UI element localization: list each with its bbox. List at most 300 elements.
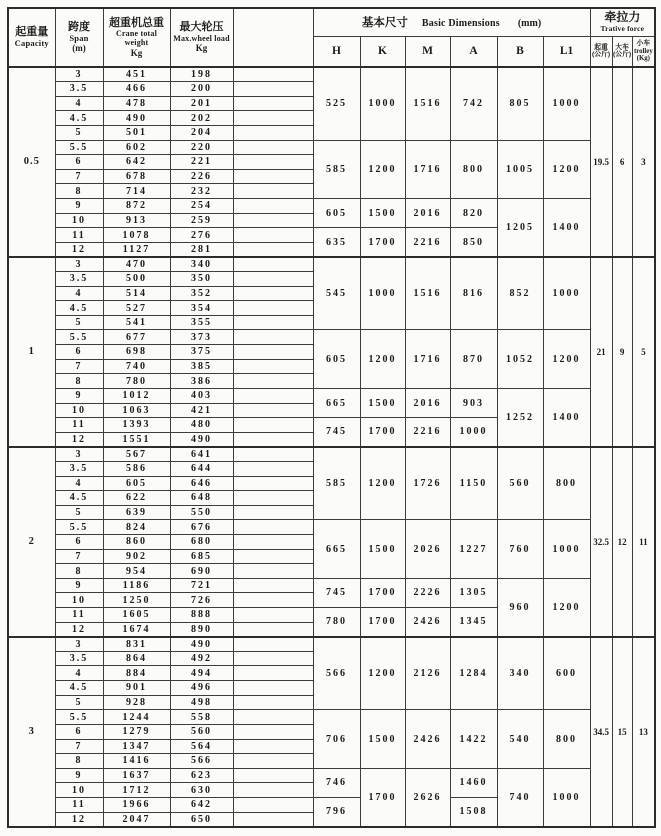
weight-cell: 514 bbox=[103, 286, 170, 301]
load-cell: 201 bbox=[170, 96, 233, 111]
dim-m-cell: 2216 bbox=[405, 418, 450, 447]
weight-cell: 1250 bbox=[103, 593, 170, 608]
dim-h-cell: 665 bbox=[313, 388, 360, 417]
weight-cell: 780 bbox=[103, 374, 170, 389]
load-cell: 648 bbox=[170, 491, 233, 506]
load-cell: 198 bbox=[170, 67, 233, 82]
load-cell: 350 bbox=[170, 272, 233, 287]
total-weight-header-en: Crane total weight bbox=[115, 29, 158, 48]
blank-cell bbox=[233, 491, 313, 506]
dim-col-b: B bbox=[497, 36, 543, 67]
load-cell: 259 bbox=[170, 213, 233, 228]
span-cell: 3.5 bbox=[55, 461, 103, 476]
blank-cell bbox=[233, 257, 313, 272]
blank-cell bbox=[233, 783, 313, 798]
dim-b-cell: 1005 bbox=[497, 140, 543, 198]
blank-cell bbox=[233, 681, 313, 696]
span-cell: 12 bbox=[55, 242, 103, 257]
span-cell: 12 bbox=[55, 432, 103, 447]
dim-h-cell: 585 bbox=[313, 140, 360, 198]
load-cell: 352 bbox=[170, 286, 233, 301]
blank-cell bbox=[233, 666, 313, 681]
load-cell: 676 bbox=[170, 520, 233, 535]
load-cell: 373 bbox=[170, 330, 233, 345]
dim-m-cell: 2426 bbox=[405, 710, 450, 768]
weight-cell: 470 bbox=[103, 257, 170, 272]
dim-k-cell: 1500 bbox=[360, 520, 405, 578]
span-cell: 6 bbox=[55, 345, 103, 360]
blank-cell bbox=[233, 67, 313, 82]
load-cell: 220 bbox=[170, 140, 233, 155]
span-cell: 7 bbox=[55, 359, 103, 374]
blank-cell bbox=[233, 505, 313, 520]
dim-col-k: K bbox=[360, 36, 405, 67]
dim-k-cell: 1700 bbox=[360, 228, 405, 257]
load-cell: 646 bbox=[170, 476, 233, 491]
weight-cell: 451 bbox=[103, 67, 170, 82]
blank-cell bbox=[233, 768, 313, 783]
weight-cell: 824 bbox=[103, 520, 170, 535]
blank-cell bbox=[233, 286, 313, 301]
weight-cell: 605 bbox=[103, 476, 170, 491]
weight-cell: 740 bbox=[103, 359, 170, 374]
weight-cell: 466 bbox=[103, 82, 170, 97]
weight-cell: 864 bbox=[103, 651, 170, 666]
dim-b-cell: 760 bbox=[497, 520, 543, 578]
dim-m-cell: 2226 bbox=[405, 578, 450, 607]
weight-cell: 1674 bbox=[103, 622, 170, 637]
weight-cell: 913 bbox=[103, 213, 170, 228]
blank-cell bbox=[233, 169, 313, 184]
load-cell: 204 bbox=[170, 125, 233, 140]
load-cell: 680 bbox=[170, 535, 233, 550]
blank-column-header bbox=[233, 8, 313, 67]
tractive-hoist-cell: 21 bbox=[590, 257, 612, 447]
dim-k-cell: 1000 bbox=[360, 67, 405, 140]
weight-cell: 1966 bbox=[103, 797, 170, 812]
span-cell: 3 bbox=[55, 67, 103, 82]
load-cell: 566 bbox=[170, 754, 233, 769]
weight-cell: 1186 bbox=[103, 578, 170, 593]
load-cell: 685 bbox=[170, 549, 233, 564]
dim-m-cell: 1716 bbox=[405, 330, 450, 388]
blank-cell bbox=[233, 82, 313, 97]
wheel-load-header-en: Max.wheel load bbox=[173, 33, 230, 43]
dim-k-cell: 1700 bbox=[360, 608, 405, 637]
tractive-trolley-cell: 11 bbox=[632, 447, 655, 637]
blank-cell bbox=[233, 315, 313, 330]
blank-cell bbox=[233, 724, 313, 739]
dim-l1-cell: 1400 bbox=[543, 198, 590, 256]
load-cell: 221 bbox=[170, 155, 233, 170]
span-cell: 7 bbox=[55, 739, 103, 754]
dim-k-cell: 1200 bbox=[360, 330, 405, 388]
dim-l1-cell: 800 bbox=[543, 710, 590, 768]
wheel-load-header-zh: 最大轮压 bbox=[179, 21, 224, 34]
span-cell: 4 bbox=[55, 476, 103, 491]
dimensions-header-en: Basic Dimensions bbox=[421, 18, 500, 30]
weight-cell: 527 bbox=[103, 301, 170, 316]
dim-a-cell: 1000 bbox=[450, 418, 497, 447]
weight-cell: 1551 bbox=[103, 432, 170, 447]
span-cell: 8 bbox=[55, 374, 103, 389]
weight-cell: 567 bbox=[103, 447, 170, 462]
dim-k-cell: 1200 bbox=[360, 140, 405, 198]
weight-cell: 2047 bbox=[103, 812, 170, 827]
dim-h-cell: 745 bbox=[313, 418, 360, 447]
blank-cell bbox=[233, 637, 313, 652]
dim-k-cell: 1700 bbox=[360, 418, 405, 447]
span-cell: 9 bbox=[55, 198, 103, 213]
dim-b-cell: 740 bbox=[497, 768, 543, 827]
spec-row bbox=[8, 447, 655, 462]
dim-k-cell: 1500 bbox=[360, 388, 405, 417]
span-cell: 4 bbox=[55, 96, 103, 111]
weight-cell: 586 bbox=[103, 461, 170, 476]
spec-row bbox=[8, 198, 655, 213]
blank-cell bbox=[233, 549, 313, 564]
span-cell: 11 bbox=[55, 228, 103, 243]
weight-cell: 902 bbox=[103, 549, 170, 564]
dim-m-cell: 2216 bbox=[405, 228, 450, 257]
weight-cell: 860 bbox=[103, 535, 170, 550]
span-cell: 10 bbox=[55, 783, 103, 798]
span-cell: 3.5 bbox=[55, 272, 103, 287]
col-header-total-weight bbox=[103, 8, 170, 67]
span-cell: 8 bbox=[55, 754, 103, 769]
weight-cell: 1393 bbox=[103, 418, 170, 433]
weight-cell: 901 bbox=[103, 681, 170, 696]
blank-cell bbox=[233, 242, 313, 257]
span-cell: 4.5 bbox=[55, 491, 103, 506]
dim-a-cell: 816 bbox=[450, 257, 497, 330]
dim-m-cell: 2126 bbox=[405, 637, 450, 710]
dim-l1-cell: 1000 bbox=[543, 520, 590, 578]
span-cell: 3 bbox=[55, 447, 103, 462]
blank-cell bbox=[233, 535, 313, 550]
span-cell: 4.5 bbox=[55, 681, 103, 696]
blank-cell bbox=[233, 739, 313, 754]
dim-a-cell: 820 bbox=[450, 198, 497, 227]
dim-h-cell: 635 bbox=[313, 228, 360, 257]
weight-cell: 928 bbox=[103, 695, 170, 710]
dim-l1-cell: 1400 bbox=[543, 388, 590, 446]
span-cell: 3.5 bbox=[55, 651, 103, 666]
tractive-bridge-cell: 6 bbox=[612, 67, 632, 257]
spec-row bbox=[8, 330, 655, 345]
load-cell: 890 bbox=[170, 622, 233, 637]
dim-a-cell: 742 bbox=[450, 67, 497, 140]
span-cell: 4.5 bbox=[55, 111, 103, 126]
dim-h-cell: 746 bbox=[313, 768, 360, 797]
blank-cell bbox=[233, 301, 313, 316]
spec-row bbox=[8, 67, 655, 82]
tractive-col-hoist: 起重 (公斤) bbox=[590, 36, 612, 67]
weight-cell: 677 bbox=[103, 330, 170, 345]
dim-m-cell: 2426 bbox=[405, 608, 450, 637]
tractive-hoist-cell: 19.5 bbox=[590, 67, 612, 257]
load-cell: 558 bbox=[170, 710, 233, 725]
tractive-col-bridge: 大车 (公斤) bbox=[612, 36, 632, 67]
span-cell: 4.5 bbox=[55, 301, 103, 316]
load-cell: 386 bbox=[170, 374, 233, 389]
load-cell: 226 bbox=[170, 169, 233, 184]
dim-b-cell: 1052 bbox=[497, 330, 543, 388]
blank-cell bbox=[233, 388, 313, 403]
span-cell: 6 bbox=[55, 535, 103, 550]
weight-cell: 541 bbox=[103, 315, 170, 330]
dim-b-cell: 340 bbox=[497, 637, 543, 710]
weight-cell: 1078 bbox=[103, 228, 170, 243]
tractive-hoist-cell: 32.5 bbox=[590, 447, 612, 637]
dim-a-cell: 1422 bbox=[450, 710, 497, 768]
spec-row bbox=[8, 578, 655, 593]
spec-row bbox=[8, 520, 655, 535]
tractive-header-en: Trative force bbox=[600, 23, 645, 33]
blank-cell bbox=[233, 622, 313, 637]
dim-b-cell: 540 bbox=[497, 710, 543, 768]
dim-m-cell: 2016 bbox=[405, 388, 450, 417]
span-cell: 6 bbox=[55, 724, 103, 739]
blank-cell bbox=[233, 461, 313, 476]
dim-a-cell: 1345 bbox=[450, 608, 497, 637]
dim-h-cell: 585 bbox=[313, 447, 360, 520]
blank-cell bbox=[233, 593, 313, 608]
dim-k-cell: 1500 bbox=[360, 198, 405, 227]
dim-a-cell: 1460 bbox=[450, 768, 497, 797]
load-cell: 498 bbox=[170, 695, 233, 710]
span-cell: 11 bbox=[55, 418, 103, 433]
capacity-header-zh: 起重量 bbox=[15, 26, 49, 39]
weight-cell: 1244 bbox=[103, 710, 170, 725]
load-cell: 560 bbox=[170, 724, 233, 739]
weight-cell: 490 bbox=[103, 111, 170, 126]
blank-cell bbox=[233, 330, 313, 345]
dim-b-cell: 805 bbox=[497, 67, 543, 140]
dim-col-h: H bbox=[313, 36, 360, 67]
col-header-dimensions bbox=[313, 8, 590, 36]
span-cell: 9 bbox=[55, 768, 103, 783]
load-cell: 232 bbox=[170, 184, 233, 199]
dim-h-cell: 745 bbox=[313, 578, 360, 607]
blank-cell bbox=[233, 198, 313, 213]
span-cell: 4 bbox=[55, 666, 103, 681]
dim-k-cell: 1500 bbox=[360, 710, 405, 768]
load-cell: 200 bbox=[170, 82, 233, 97]
tractive-trolley-cell: 13 bbox=[632, 637, 655, 827]
load-cell: 355 bbox=[170, 315, 233, 330]
weight-cell: 1279 bbox=[103, 724, 170, 739]
blank-cell bbox=[233, 754, 313, 769]
dim-k-cell: 1700 bbox=[360, 768, 405, 827]
span-cell: 10 bbox=[55, 403, 103, 418]
load-cell: 276 bbox=[170, 228, 233, 243]
span-cell: 8 bbox=[55, 184, 103, 199]
blank-cell bbox=[233, 272, 313, 287]
weight-cell: 1416 bbox=[103, 754, 170, 769]
load-cell: 490 bbox=[170, 637, 233, 652]
spec-row bbox=[8, 388, 655, 403]
span-cell: 8 bbox=[55, 564, 103, 579]
blank-cell bbox=[233, 476, 313, 491]
dim-a-cell: 870 bbox=[450, 330, 497, 388]
blank-cell bbox=[233, 213, 313, 228]
tractive-hoist-cell: 34.5 bbox=[590, 637, 612, 827]
weight-cell: 501 bbox=[103, 125, 170, 140]
spec-table-body bbox=[8, 67, 655, 827]
dim-l1-cell: 1000 bbox=[543, 257, 590, 330]
dim-h-cell: 780 bbox=[313, 608, 360, 637]
capacity-cell: 1 bbox=[8, 257, 55, 447]
dim-a-cell: 1284 bbox=[450, 637, 497, 710]
weight-cell: 1347 bbox=[103, 739, 170, 754]
load-cell: 340 bbox=[170, 257, 233, 272]
dim-h-cell: 545 bbox=[313, 257, 360, 330]
span-cell: 12 bbox=[55, 622, 103, 637]
weight-cell: 1712 bbox=[103, 783, 170, 798]
capacity-cell: 3 bbox=[8, 637, 55, 827]
capacity-header-en: Capacity bbox=[14, 37, 49, 48]
total-weight-header-zh: 超重机总重 bbox=[109, 16, 164, 29]
dim-k-cell: 1200 bbox=[360, 637, 405, 710]
load-cell: 490 bbox=[170, 432, 233, 447]
span-cell: 7 bbox=[55, 169, 103, 184]
load-cell: 421 bbox=[170, 403, 233, 418]
dim-h-cell: 665 bbox=[313, 520, 360, 578]
load-cell: 354 bbox=[170, 301, 233, 316]
load-cell: 888 bbox=[170, 608, 233, 623]
spec-row bbox=[8, 768, 655, 783]
load-cell: 496 bbox=[170, 681, 233, 696]
load-cell: 385 bbox=[170, 359, 233, 374]
blank-cell bbox=[233, 578, 313, 593]
blank-cell bbox=[233, 140, 313, 155]
dim-l1-cell: 600 bbox=[543, 637, 590, 710]
span-cell: 4 bbox=[55, 286, 103, 301]
weight-cell: 714 bbox=[103, 184, 170, 199]
load-cell: 281 bbox=[170, 242, 233, 257]
dim-a-cell: 1508 bbox=[450, 797, 497, 827]
load-cell: 690 bbox=[170, 564, 233, 579]
span-cell: 5.5 bbox=[55, 710, 103, 725]
load-cell: 650 bbox=[170, 812, 233, 827]
dim-b-cell: 1252 bbox=[497, 388, 543, 446]
weight-cell: 954 bbox=[103, 564, 170, 579]
dim-a-cell: 1305 bbox=[450, 578, 497, 607]
tractive-bridge-cell: 12 bbox=[612, 447, 632, 637]
dim-b-cell: 560 bbox=[497, 447, 543, 520]
dim-h-cell: 566 bbox=[313, 637, 360, 710]
dim-l1-cell: 1000 bbox=[543, 768, 590, 827]
total-weight-header-unit: Kg bbox=[130, 47, 143, 58]
weight-cell: 1637 bbox=[103, 768, 170, 783]
span-cell: 10 bbox=[55, 593, 103, 608]
dim-k-cell: 1200 bbox=[360, 447, 405, 520]
blank-cell bbox=[233, 403, 313, 418]
load-cell: 642 bbox=[170, 797, 233, 812]
span-cell: 6 bbox=[55, 155, 103, 170]
span-header-zh: 跨度 bbox=[68, 20, 90, 33]
dim-m-cell: 2626 bbox=[405, 768, 450, 827]
col-header-span bbox=[55, 8, 103, 67]
blank-cell bbox=[233, 651, 313, 666]
span-cell: 11 bbox=[55, 797, 103, 812]
spec-row bbox=[8, 140, 655, 155]
tractive-bridge-cell: 15 bbox=[612, 637, 632, 827]
weight-cell: 678 bbox=[103, 169, 170, 184]
span-cell: 12 bbox=[55, 812, 103, 827]
dim-m-cell: 1716 bbox=[405, 140, 450, 198]
capacity-cell: 0.5 bbox=[8, 67, 55, 257]
capacity-cell: 2 bbox=[8, 447, 55, 637]
blank-cell bbox=[233, 432, 313, 447]
weight-cell: 884 bbox=[103, 666, 170, 681]
dimensions-header-zh: 基本尺寸 bbox=[361, 17, 408, 30]
wheel-load-header-unit: Kg bbox=[195, 43, 208, 54]
weight-cell: 622 bbox=[103, 491, 170, 506]
dim-a-cell: 1227 bbox=[450, 520, 497, 578]
dim-l1-cell: 800 bbox=[543, 447, 590, 520]
weight-cell: 602 bbox=[103, 140, 170, 155]
load-cell: 492 bbox=[170, 651, 233, 666]
load-cell: 494 bbox=[170, 666, 233, 681]
load-cell: 254 bbox=[170, 198, 233, 213]
tractive-col-trolley: 小车 trolley (Kg) bbox=[632, 36, 655, 67]
blank-cell bbox=[233, 359, 313, 374]
dim-m-cell: 2016 bbox=[405, 198, 450, 227]
dim-b-cell: 1205 bbox=[497, 198, 543, 256]
crane-spec-table bbox=[7, 7, 656, 828]
dim-col-a: A bbox=[450, 36, 497, 67]
weight-cell: 1605 bbox=[103, 608, 170, 623]
tractive-trolley-cell: 3 bbox=[632, 67, 655, 257]
load-cell: 564 bbox=[170, 739, 233, 754]
load-cell: 375 bbox=[170, 345, 233, 360]
dim-k-cell: 1700 bbox=[360, 578, 405, 607]
dim-a-cell: 850 bbox=[450, 228, 497, 257]
blank-cell bbox=[233, 125, 313, 140]
load-cell: 641 bbox=[170, 447, 233, 462]
spec-row bbox=[8, 637, 655, 652]
blank-cell bbox=[233, 345, 313, 360]
dim-l1-cell: 1200 bbox=[543, 330, 590, 388]
span-header-en: Span bbox=[69, 32, 89, 43]
weight-cell: 698 bbox=[103, 345, 170, 360]
blank-cell bbox=[233, 520, 313, 535]
dim-a-cell: 800 bbox=[450, 140, 497, 198]
load-cell: 623 bbox=[170, 768, 233, 783]
blank-cell bbox=[233, 812, 313, 827]
dim-m-cell: 2026 bbox=[405, 520, 450, 578]
dim-a-cell: 1150 bbox=[450, 447, 497, 520]
blank-cell bbox=[233, 184, 313, 199]
blank-cell bbox=[233, 111, 313, 126]
dim-col-l1: L1 bbox=[543, 36, 590, 67]
blank-cell bbox=[233, 695, 313, 710]
dim-h-cell: 605 bbox=[313, 330, 360, 388]
blank-cell bbox=[233, 564, 313, 579]
load-cell: 202 bbox=[170, 111, 233, 126]
blank-cell bbox=[233, 374, 313, 389]
load-cell: 721 bbox=[170, 578, 233, 593]
tractive-header-zh: 牵拉力 bbox=[604, 10, 641, 25]
dim-b-cell: 960 bbox=[497, 578, 543, 636]
span-header-unit: (m) bbox=[72, 43, 86, 54]
dim-a-cell: 903 bbox=[450, 388, 497, 417]
spec-row bbox=[8, 257, 655, 272]
load-cell: 630 bbox=[170, 783, 233, 798]
span-cell: 5.5 bbox=[55, 520, 103, 535]
